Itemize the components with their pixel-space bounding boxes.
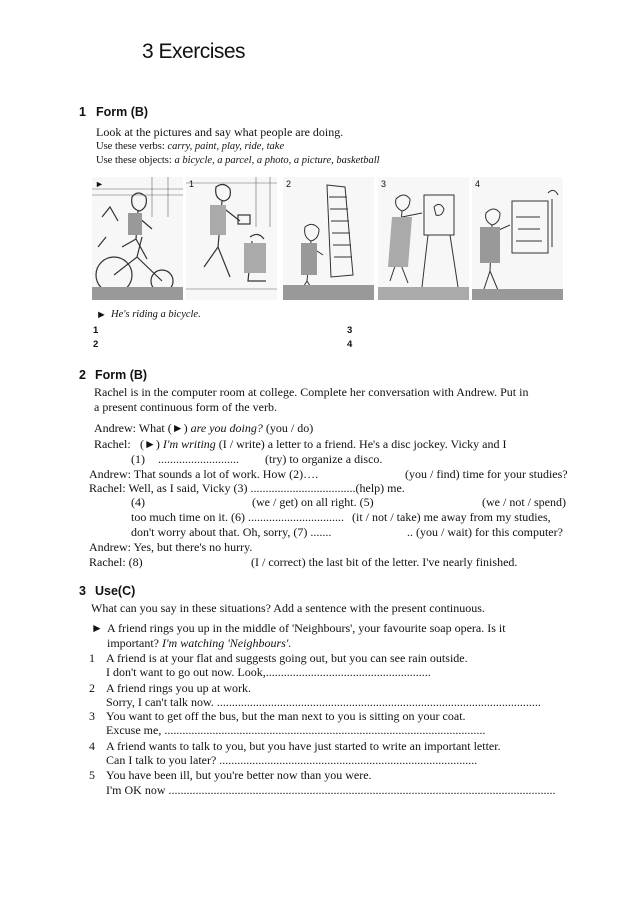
- item-5-number: 5: [89, 768, 95, 782]
- item-3-answer-line[interactable]: Excuse me, ...........................................................................................................: [106, 723, 486, 737]
- blank-4-label: (4): [131, 495, 145, 509]
- parcel-illustration: [472, 177, 563, 300]
- leaning-tower-illustration: [283, 177, 374, 300]
- item-4-number: 4: [89, 739, 95, 753]
- blank-1-hint: (try) to organize a disco.: [265, 452, 383, 466]
- ex3-number: 3: [79, 584, 86, 598]
- picture-label: 4: [475, 179, 481, 189]
- text: Andrew: What (►): [94, 421, 191, 435]
- answer-label-3: 3: [347, 325, 353, 336]
- ex2-number: 2: [79, 368, 86, 382]
- picture-2-tower: [283, 177, 374, 300]
- ex3-example-marker: ►: [91, 621, 103, 635]
- text: (►): [140, 437, 163, 451]
- blank-6-line: too much time on it. (6) ................................: [131, 510, 344, 524]
- ex3-heading: Use(C): [95, 584, 136, 598]
- speaker-rachel: Rachel:: [94, 437, 131, 451]
- blank-7-hint: .. (you / wait) for this computer?: [407, 525, 563, 539]
- item-4-question: A friend wants to talk to you, but you have just started to write an important letter.: [106, 739, 501, 753]
- ex1-objects: a bicycle, a parcel, a photo, a picture, basketball: [174, 155, 380, 166]
- ex1-verbs: carry, paint, play, ride, take: [167, 141, 285, 152]
- ex2-intro-line-1: Rachel is in the computer room at college. Complete her conversation with Andrew. Put in: [94, 385, 529, 399]
- text: (I / write) a letter to a friend. He's a disc jockey. Vicky and I: [215, 437, 507, 451]
- picture-label: 3: [381, 179, 387, 189]
- dialogue-line-rachel-1: [140, 437, 506, 452]
- blank-5-hint: (we / not / spend): [482, 495, 566, 509]
- ex1-objects-line: [96, 155, 380, 166]
- ex2-heading: Form (B): [95, 368, 148, 382]
- blank-7-line: don't worry about that. Oh, sorry, (7) .......: [131, 525, 332, 539]
- ex1-heading: Form (B): [96, 105, 149, 119]
- ex2-intro-line-2: a present continuous form of the verb.: [94, 400, 277, 414]
- dialogue-line-andrew-3: Andrew: Yes, but there's no hurry.: [89, 540, 253, 554]
- ex1-number: 1: [79, 105, 86, 119]
- blank-8-label: Rachel: (8): [89, 555, 143, 569]
- painter-illustration: [378, 177, 469, 300]
- item-4-answer-line[interactable]: Can I talk to you later? ......................................................................................: [106, 753, 478, 767]
- blank-1[interactable]: ...........................: [158, 452, 239, 466]
- ex1-objects-label: Use these objects:: [96, 155, 175, 166]
- blank-2-hint: (you / find) time for your studies?: [405, 467, 568, 481]
- item-1-number: 1: [89, 651, 95, 665]
- ex3-intro: What can you say in these situations? Add a sentence with the present continuous.: [91, 601, 485, 615]
- item-5-answer-line[interactable]: I'm OK now .................................................................................................................................: [106, 783, 556, 797]
- picture-1-photo: [186, 177, 277, 300]
- item-1-question: A friend is at your flat and suggests going out, but you can see rain outside.: [106, 651, 468, 665]
- dialogue-line-andrew-1: [94, 421, 313, 436]
- ex3-example-line-1: A friend rings you up in the middle of 'Neighbours', your favourite soap opera. Is it: [107, 621, 506, 635]
- ex1-example-marker: ►: [96, 309, 107, 321]
- example-answer: I'm watching 'Neighbours'.: [161, 636, 292, 650]
- ex1-example-answer: He's riding a bicycle.: [111, 309, 201, 320]
- example-answer: I'm writing: [162, 437, 216, 451]
- picture-label: ►: [95, 179, 104, 189]
- ex1-verbs-line: [96, 141, 284, 152]
- item-3-number: 3: [89, 709, 95, 723]
- dialogue-line-rachel-2: Rachel: Well, as I said, Vicky (3) ...................................(help) me.: [89, 481, 405, 495]
- answer-label-1: 1: [93, 325, 99, 336]
- item-2-question: A friend rings you up at work.: [106, 681, 251, 695]
- example-answer: are you doing?: [190, 421, 263, 435]
- picture-4-parcel: [472, 177, 563, 300]
- blank-1-label: (1): [131, 452, 145, 466]
- page-title: 3 Exercises: [142, 40, 246, 63]
- blank-6-hint: (it / not / take) me away from my studies,: [352, 510, 551, 524]
- item-3-question: You want to get off the bus, but the man next to you is sitting on your coat.: [106, 709, 466, 723]
- item-2-number: 2: [89, 681, 95, 695]
- blank-8-hint: (I / correct) the last bit of the letter. I've nearly finished.: [251, 555, 518, 569]
- ex1-instruction: Look at the pictures and say what people are doing.: [96, 125, 344, 139]
- bicycle-illustration: [92, 177, 183, 300]
- text: (you / do): [262, 421, 314, 435]
- dialogue-line-andrew-2: Andrew: That sounds a lot of work. How (2)….: [89, 467, 319, 481]
- item-2-answer-line[interactable]: Sorry, I can't talk now. ............................................................................................................: [106, 695, 541, 709]
- picture-3-painting: [378, 177, 469, 300]
- picture-label: 2: [286, 179, 292, 189]
- ex1-verbs-label: Use these verbs:: [96, 141, 168, 152]
- picture-label: 1: [189, 179, 195, 189]
- camera-illustration: [186, 177, 277, 300]
- item-1-answer-line[interactable]: I don't want to go out now. Look,.......................................................: [106, 665, 431, 679]
- picture-example-bicycle: [92, 177, 183, 300]
- item-5-question: You have been ill, but you're better now than you were.: [106, 768, 372, 782]
- answer-label-2: 2: [93, 339, 99, 350]
- answer-label-4: 4: [347, 339, 353, 350]
- ex3-example-line-2: [107, 636, 291, 651]
- text: important?: [107, 636, 162, 650]
- blank-4-hint: (we / get) on all right. (5): [252, 495, 374, 509]
